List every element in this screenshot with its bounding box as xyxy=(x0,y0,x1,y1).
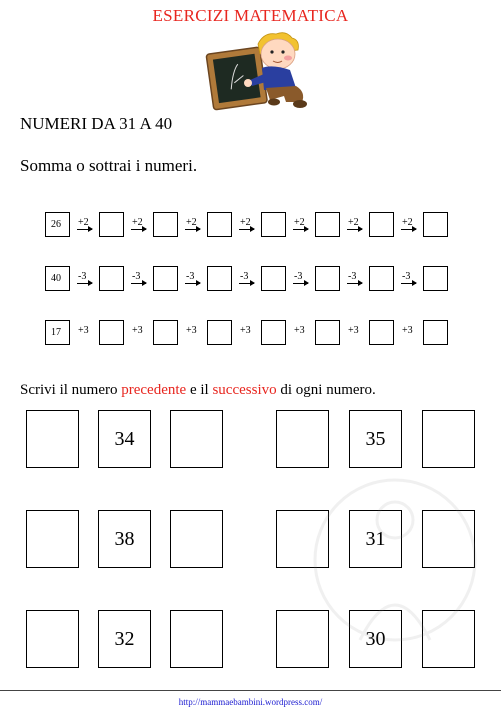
footer-url[interactable]: http://mammaebambini.wordpress.com/ xyxy=(178,697,323,707)
sequence-operation-label: -3 xyxy=(402,271,411,282)
sequence-answer-box[interactable] xyxy=(153,212,178,237)
given-number-box xyxy=(98,510,151,568)
sequence-answer-box[interactable] xyxy=(153,320,178,345)
sequence-start-number: 40 xyxy=(45,266,70,291)
given-number: 35 xyxy=(365,428,386,450)
sequence-arrow-icon xyxy=(347,229,362,230)
sequence-answer-box[interactable] xyxy=(261,212,286,237)
footer-divider xyxy=(0,690,501,691)
sequence-answer-box[interactable] xyxy=(207,266,232,291)
sequence-arrow-icon xyxy=(185,229,200,230)
sequence-operation-label: +3 xyxy=(240,325,251,336)
successivo-answer-box[interactable] xyxy=(170,510,223,568)
sequence-start-number: 26 xyxy=(45,212,70,237)
sequence-answer-box[interactable] xyxy=(423,212,448,237)
given-number-box xyxy=(98,410,151,468)
sequence-answer-box[interactable] xyxy=(423,320,448,345)
sequence-operation-label: -3 xyxy=(186,271,195,282)
sequence-operation-label: +2 xyxy=(78,217,89,228)
boy-with-chalkboard-illustration xyxy=(200,30,310,112)
section-heading: NUMERI DA 31 A 40 xyxy=(20,114,173,133)
sequence-answer-box[interactable] xyxy=(99,212,124,237)
sequence-operation-label: +3 xyxy=(294,325,305,336)
sequence-answer-box[interactable] xyxy=(99,266,124,291)
sequence-arrow-icon xyxy=(239,229,254,230)
sequence-operation-label: +3 xyxy=(78,325,89,336)
sequence-answer-box[interactable] xyxy=(207,212,232,237)
precedente-answer-box[interactable] xyxy=(26,410,79,468)
sequence-operation-label: -3 xyxy=(78,271,87,282)
given-number: 31 xyxy=(365,528,386,550)
sequence-answer-box[interactable] xyxy=(423,266,448,291)
sequence-answer-box[interactable] xyxy=(99,320,124,345)
sequence-answer-box[interactable] xyxy=(369,212,394,237)
page-title: ESERCIZI MATEMATICA xyxy=(152,6,349,25)
instruction-text: e il xyxy=(186,382,213,398)
sequence-operation-label: +2 xyxy=(186,217,197,228)
sequence-arrow-icon xyxy=(401,283,416,284)
sequence-answer-box[interactable] xyxy=(315,266,340,291)
sequence-operation-label: -3 xyxy=(240,271,249,282)
precedente-answer-box[interactable] xyxy=(26,510,79,568)
instruction-text: di ogni numero. xyxy=(276,382,376,398)
sequence-answer-box[interactable] xyxy=(315,320,340,345)
mammaebambini-watermark-icon xyxy=(300,450,490,690)
sequence-operation-label: +3 xyxy=(186,325,197,336)
sequence-arrow-icon xyxy=(77,283,92,284)
instruction-text: Scrivi il numero xyxy=(20,382,122,398)
sequence-arrow-icon xyxy=(77,229,92,230)
sequence-operation-label: +2 xyxy=(132,217,143,228)
successivo-answer-box[interactable] xyxy=(170,610,223,668)
sequence-arrow-icon xyxy=(347,283,362,284)
sequence-operation-label: +3 xyxy=(402,325,413,336)
neighbor-instruction xyxy=(20,382,376,399)
given-number: 30 xyxy=(365,628,386,650)
sequence-operation-label: -3 xyxy=(132,271,141,282)
sequence-operation-label: +3 xyxy=(348,325,359,336)
sequence-operation-label: -3 xyxy=(348,271,357,282)
sequence-answer-box[interactable] xyxy=(369,266,394,291)
sequence-arrow-icon xyxy=(401,229,416,230)
sequence-operation-label: +2 xyxy=(294,217,305,228)
sequence-operation-label: +2 xyxy=(402,217,413,228)
sequence-arrow-icon xyxy=(293,283,308,284)
sequence-arrow-icon xyxy=(131,229,146,230)
sequence-arrow-icon xyxy=(293,229,308,230)
sequence-answer-box[interactable] xyxy=(207,320,232,345)
sequence-arrow-icon xyxy=(185,283,200,284)
exercise-subheading: Somma o sottrai i numeri. xyxy=(20,156,198,175)
given-number: 32 xyxy=(114,628,135,650)
sequence-operation-label: -3 xyxy=(294,271,303,282)
sequence-operation-label: +2 xyxy=(240,217,251,228)
sequence-answer-box[interactable] xyxy=(261,320,286,345)
sequence-arrow-icon xyxy=(239,283,254,284)
sequence-arrow-icon xyxy=(131,283,146,284)
instruction-successivo: successivo xyxy=(212,382,277,398)
sequence-operation-label: +3 xyxy=(132,325,143,336)
instruction-precedente: precedente xyxy=(121,382,187,398)
sequence-answer-box[interactable] xyxy=(153,266,178,291)
sequence-operation-label: +2 xyxy=(348,217,359,228)
given-number: 34 xyxy=(114,428,135,450)
sequence-start-number: 17 xyxy=(45,320,70,345)
precedente-answer-box[interactable] xyxy=(26,610,79,668)
successivo-answer-box[interactable] xyxy=(170,410,223,468)
given-number: 38 xyxy=(114,528,135,550)
given-number-box xyxy=(98,610,151,668)
sequence-answer-box[interactable] xyxy=(261,266,286,291)
sequence-answer-box[interactable] xyxy=(315,212,340,237)
sequence-answer-box[interactable] xyxy=(369,320,394,345)
